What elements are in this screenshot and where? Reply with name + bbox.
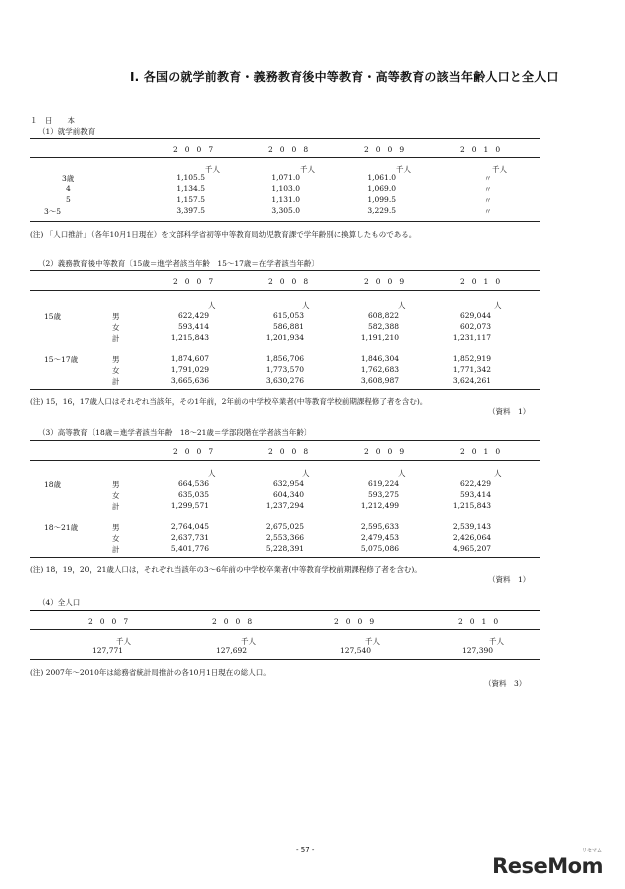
sec2-bottom-rule <box>30 389 540 390</box>
sec1-unit-2: 千人 <box>396 165 411 174</box>
page-number: - 57 - <box>296 846 315 854</box>
sec2-sex-label: 男 <box>112 312 120 321</box>
sec3-cell: 604,340 <box>272 490 304 499</box>
sec3-year-3: 2010 <box>460 447 508 456</box>
sec3-cell: 2,764,045 <box>170 522 209 531</box>
sec3-sex-label: 男 <box>112 523 120 532</box>
sec1-cell: 〃 <box>484 185 492 194</box>
sec3-cell: 593,414 <box>459 490 491 499</box>
sec4-year-3: 2010 <box>458 617 506 626</box>
sec1-note: (注) 「人口推計」（各年10月1日現在）を文部科学省初等中等教育局幼児教育課で学年齢別に換算したものである。 <box>30 230 417 239</box>
sec3-note: (注) 18，19，20，21歳人口は，それぞれ当該年の3～6年前の中学校卒業者(中等教育学校前期課程修了者を含む)。 <box>30 565 422 574</box>
sec1-cell: 1,069.0 <box>367 184 396 193</box>
sec3-year-2: 2009 <box>364 447 412 456</box>
sec1-cell: 1,071.0 <box>271 173 300 182</box>
sec2-header-rule <box>30 290 540 291</box>
sec1-header-rule <box>30 157 540 158</box>
sec1-year-2: 2009 <box>364 145 412 154</box>
sec2-note: (注) 15，16，17歳人口はそれぞれ当該年，その1年前，2年前の中学校卒業者(中等教育学校前期課程修了者を含む)。 <box>30 397 428 406</box>
sec4-unit-1: 千人 <box>241 637 256 646</box>
sec2-cell: 615,053 <box>272 311 304 320</box>
sec2-cell: 1,856,706 <box>265 354 304 363</box>
sec1-unit-0: 千人 <box>205 165 220 174</box>
sec3-cell: 1,212,499 <box>360 501 399 510</box>
sec3-cell: 2,553,366 <box>265 533 304 542</box>
sec3-year-0: 2007 <box>173 447 221 456</box>
sec2-cell: 622,429 <box>177 311 209 320</box>
sec2-cell: 1,874,607 <box>170 354 209 363</box>
sec4-source: （資料 3） <box>484 679 527 688</box>
sec2-year-2: 2009 <box>364 277 412 286</box>
sec2-cell: 1,852,919 <box>452 354 491 363</box>
sec3-cell: 2,637,731 <box>170 533 209 542</box>
sec3-cell: 2,595,633 <box>360 522 399 531</box>
sec1-year-1: 2008 <box>268 145 316 154</box>
sec4-unit-3: 千人 <box>489 637 504 646</box>
sec1-cell: 3,229.5 <box>367 206 396 215</box>
sec2-cell: 3,665,636 <box>170 376 209 385</box>
sec2-cell: 3,608,987 <box>360 376 399 385</box>
sec2-heading: （2）義務教育後中等教育〔15歳＝進学者該当年齢 15～17歳＝在学者該当年齢〕 <box>38 259 319 268</box>
sec2-cell: 1,846,304 <box>360 354 399 363</box>
sec3-cell: 4,965,207 <box>452 544 491 553</box>
sec1-bottom-rule <box>30 221 540 222</box>
sec2-cell: 1,215,843 <box>170 333 209 342</box>
sec1-row-label: 5 <box>66 195 71 204</box>
sec4-value-1: 127,692 <box>216 646 248 655</box>
sec4-note: (注) 2007年～2010年は総務省統計局推計の各10月1日現在の総人口。 <box>30 668 271 677</box>
sec3-sex-label: 女 <box>112 534 120 543</box>
logo-subtext: リセマム <box>582 848 602 854</box>
sec2-cell: 1,791,029 <box>170 365 209 374</box>
sec3-unit-2: 人 <box>398 469 406 478</box>
sec2-cell: 629,044 <box>459 311 491 320</box>
sec2-unit-1: 人 <box>302 301 310 310</box>
sec3-header-rule <box>30 460 540 461</box>
sec1-year-0: 2007 <box>173 145 221 154</box>
sec3-heading: （3）高等教育〔18歳＝進学者該当年齢 18～21歳＝学部段階在学者該当年齢〕 <box>38 428 312 437</box>
sec3-cell: 1,299,571 <box>170 501 209 510</box>
sec3-sex-label: 計 <box>112 545 120 554</box>
sec3-cell: 5,401,776 <box>170 544 209 553</box>
resemom-logo: ReseMom <box>492 854 603 878</box>
sec2-cell: 1,773,570 <box>265 365 304 374</box>
sec4-unit-2: 千人 <box>365 637 380 646</box>
sec2-unit-2: 人 <box>398 301 406 310</box>
sec3-sex-label: 計 <box>112 502 120 511</box>
sec1-row-label: 3歳 <box>62 174 75 183</box>
sec3-cell: 632,954 <box>272 479 304 488</box>
sec1-cell: 3,397.5 <box>176 206 205 215</box>
sec3-group-label: 18～21歳 <box>44 523 79 532</box>
sec3-unit-1: 人 <box>302 469 310 478</box>
sec4-year-1: 2008 <box>212 617 260 626</box>
sec2-year-3: 2010 <box>460 277 508 286</box>
sec2-cell: 593,414 <box>177 322 209 331</box>
sec2-year-0: 2007 <box>173 277 221 286</box>
sec1-cell: 〃 <box>484 174 492 183</box>
sec3-year-1: 2008 <box>268 447 316 456</box>
sec4-header-rule <box>30 629 540 630</box>
sec2-sex-label: 男 <box>112 355 120 364</box>
sec1-cell: 1,157.5 <box>176 195 205 204</box>
sec1-cell: 1,061.0 <box>367 173 396 182</box>
sec1-cell: 3,305.0 <box>271 206 300 215</box>
sec2-group-label: 15～17歳 <box>44 355 79 364</box>
sec2-cell: 602,073 <box>459 322 491 331</box>
sec1-row-label: 4 <box>66 184 71 193</box>
sec2-cell: 1,191,210 <box>360 333 399 342</box>
sec1-cell: 〃 <box>484 196 492 205</box>
sec2-sex-label: 女 <box>112 366 120 375</box>
sec2-cell: 1,762,683 <box>360 365 399 374</box>
sec1-cell: 1,099.5 <box>367 195 396 204</box>
sec4-heading: （4）全人口 <box>38 598 81 607</box>
sec1-top-rule <box>30 138 540 139</box>
sec4-value-0: 127,771 <box>92 646 124 655</box>
sec4-year-0: 2007 <box>88 617 136 626</box>
sec3-group-label: 18歳 <box>44 480 62 489</box>
sec2-cell: 1,771,342 <box>452 365 491 374</box>
sec1-cell: 1,103.0 <box>271 184 300 193</box>
sec2-cell: 586,881 <box>272 322 304 331</box>
sec1-cell: 〃 <box>484 207 492 216</box>
sec3-cell: 2,675,025 <box>265 522 304 531</box>
sec1-row-label: 3～5 <box>44 207 62 216</box>
sec3-cell: 2,539,143 <box>452 522 491 531</box>
sec3-sex-label: 女 <box>112 491 120 500</box>
sec2-source: （資料 1） <box>488 407 531 416</box>
sec3-unit-0: 人 <box>208 469 216 478</box>
sec3-cell: 1,215,843 <box>452 501 491 510</box>
sec3-unit-3: 人 <box>494 469 502 478</box>
sec2-group-label: 15歳 <box>44 312 62 321</box>
sec1-year-3: 2010 <box>460 145 508 154</box>
sec1-unit-3: 千人 <box>492 165 507 174</box>
sec4-top-rule <box>30 610 540 611</box>
sec3-sex-label: 男 <box>112 480 120 489</box>
sec2-sex-label: 計 <box>112 377 120 386</box>
sec2-sex-label: 計 <box>112 334 120 343</box>
sec4-unit-0: 千人 <box>116 637 131 646</box>
sec1-heading: （1）就学前教育 <box>38 127 96 136</box>
sec3-cell: 2,426,064 <box>452 533 491 542</box>
sec2-cell: 608,822 <box>367 311 399 320</box>
sec2-year-1: 2008 <box>268 277 316 286</box>
sec2-top-rule <box>30 270 540 271</box>
sec3-cell: 622,429 <box>459 479 491 488</box>
sec3-cell: 635,035 <box>177 490 209 499</box>
sec3-cell: 664,536 <box>177 479 209 488</box>
sec2-cell: 582,388 <box>367 322 399 331</box>
sec3-top-rule <box>30 440 540 441</box>
sec3-bottom-rule <box>30 557 540 558</box>
sec3-cell: 5,075,086 <box>360 544 399 553</box>
sec4-year-2: 2009 <box>334 617 382 626</box>
sec2-cell: 1,231,117 <box>452 333 491 342</box>
sec4-bottom-rule <box>30 659 540 660</box>
sec1-cell: 1,134.5 <box>176 184 205 193</box>
sec3-cell: 619,224 <box>367 479 399 488</box>
sec3-source: （資料 1） <box>488 575 531 584</box>
sec3-cell: 593,275 <box>367 490 399 499</box>
sec4-value-3: 127,390 <box>462 646 494 655</box>
sec3-cell: 2,479,453 <box>360 533 399 542</box>
sec1-cell: 1,105.5 <box>176 173 205 182</box>
sec2-unit-0: 人 <box>208 301 216 310</box>
sec1-unit-1: 千人 <box>300 165 315 174</box>
sec3-cell: 1,237,294 <box>265 501 304 510</box>
sec2-unit-3: 人 <box>494 301 502 310</box>
country-heading: １ 日 本 <box>30 116 75 125</box>
page-title: I. 各国の就学前教育・義務教育後中等教育・高等教育の該当年齢人口と全人口 <box>130 70 559 84</box>
sec2-cell: 3,624,261 <box>452 376 491 385</box>
sec2-cell: 1,201,934 <box>265 333 304 342</box>
sec4-value-2: 127,540 <box>340 646 372 655</box>
sec2-cell: 3,630,276 <box>265 376 304 385</box>
sec2-sex-label: 女 <box>112 323 120 332</box>
sec1-cell: 1,131.0 <box>271 195 300 204</box>
sec3-cell: 5,228,391 <box>265 544 304 553</box>
